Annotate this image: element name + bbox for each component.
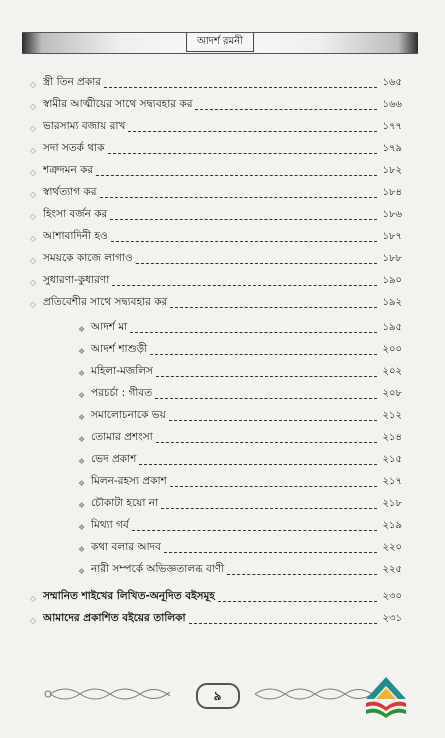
leader-dots <box>169 420 377 421</box>
diamond-bullet-icon: ◇ <box>30 102 37 111</box>
toc-subentry[interactable] <box>78 517 402 535</box>
toc-entry-title: স্বার্থত্যাগ কর <box>43 186 97 198</box>
toc-subentry[interactable] <box>78 319 402 337</box>
diamond-bullet-icon: ❖ <box>78 567 86 576</box>
toc-entry-page: ২১৭ <box>382 476 402 487</box>
toc-entry-page: ২১৮ <box>382 498 402 509</box>
publisher-logo-icon <box>362 675 410 721</box>
toc-subentry[interactable] <box>78 561 402 579</box>
toc-entry[interactable] <box>30 206 402 224</box>
diamond-bullet-icon: ◇ <box>30 300 37 309</box>
diamond-bullet-icon: ◇ <box>30 124 37 133</box>
toc-entry-title: ভারসাম্য বজায় রাখ <box>43 120 126 132</box>
toc-entry-page: ১৮৮ <box>382 253 402 264</box>
toc-entry-page: ১৬৬ <box>382 99 402 110</box>
toc-entry[interactable] <box>30 162 402 180</box>
toc-entry-page: ২১৯ <box>382 520 402 531</box>
toc-entry-title: শত্রুদমন কর <box>43 164 94 176</box>
diamond-bullet-icon: ❖ <box>78 413 86 422</box>
leader-dots <box>130 332 377 333</box>
toc-entry-title: সম্মানিত শাইখের লিখিত-অনূদিত বইসমূহ <box>43 590 215 602</box>
diamond-bullet-icon: ❖ <box>78 347 86 356</box>
diamond-bullet-icon: ◇ <box>30 594 37 603</box>
toc-entry-title: নারী সম্পর্কে অভিজ্ঞতালব্ধ বাণী <box>91 563 225 575</box>
toc-entry-page: ২১৪ <box>382 432 402 443</box>
leader-dots <box>227 574 377 575</box>
toc-entry-title: চৌকাটা হয়ো না <box>91 497 159 509</box>
toc-entry-title: পরচর্চা : গীবত <box>91 387 153 399</box>
toc-entry-page: ২৩০ <box>382 591 402 602</box>
leader-dots <box>156 442 377 443</box>
toc-entry-page: ২২০ <box>382 542 402 553</box>
diamond-bullet-icon: ❖ <box>78 325 86 334</box>
toc-entry-page: ২০০ <box>382 344 402 355</box>
toc-entry-title: প্রতিবেশীর সাথে সদ্ব্যবহার কর <box>43 296 168 308</box>
leader-dots <box>161 508 377 509</box>
toc-entry-page: ১৯২ <box>382 297 402 308</box>
leader-dots <box>100 197 377 198</box>
toc-subentry[interactable] <box>78 385 402 403</box>
toc-entry-title: হিংসা বর্জন কর <box>43 208 108 220</box>
diamond-bullet-icon: ❖ <box>78 435 86 444</box>
toc-entry[interactable] <box>30 250 402 268</box>
toc-entry[interactable] <box>30 96 402 114</box>
leader-dots <box>170 307 377 308</box>
leader-dots <box>139 464 377 465</box>
toc-entry-page: ২১২ <box>382 410 402 421</box>
toc-entry[interactable] <box>30 294 402 312</box>
leader-dots <box>136 263 377 264</box>
toc-entry-page: ১৮২ <box>382 165 402 176</box>
toc-entry-title: স্ত্রী তিন প্রকার <box>43 76 102 88</box>
toc-entry-page: ১৭৭ <box>382 121 402 132</box>
diamond-bullet-icon: ◇ <box>30 168 37 177</box>
running-header <box>22 32 418 54</box>
toc-entry-page: ১৮৭ <box>382 231 402 242</box>
toc-entry-title: সদা সতর্ক থাক <box>43 142 105 154</box>
leader-dots <box>108 153 377 154</box>
toc-subentry[interactable] <box>78 407 402 425</box>
leader-dots <box>150 354 377 355</box>
diamond-bullet-icon: ❖ <box>78 391 86 400</box>
diamond-bullet-icon: ❖ <box>78 523 86 532</box>
diamond-bullet-icon: ◇ <box>30 278 37 287</box>
toc-entry-page: ১৯৫ <box>382 322 402 333</box>
toc-entry[interactable] <box>30 74 402 92</box>
toc-entry-title: মিথ্যা গর্ব <box>91 519 129 531</box>
toc-entry[interactable] <box>30 610 402 628</box>
leader-dots <box>195 109 377 110</box>
diamond-bullet-icon: ❖ <box>78 457 86 466</box>
diamond-bullet-icon: ◇ <box>30 234 37 243</box>
toc-entry-title: মহিলা-মজলিস <box>91 365 153 377</box>
toc-entry-page: ১৮৪ <box>382 187 402 198</box>
toc-entry[interactable] <box>30 184 402 202</box>
toc-entry-title: সুধারণা-কুধারণা <box>43 274 110 286</box>
toc-entry[interactable] <box>30 228 402 246</box>
leader-dots <box>170 486 377 487</box>
diamond-bullet-icon: ◇ <box>30 256 37 265</box>
leader-dots <box>132 530 377 531</box>
leader-dots <box>110 219 377 220</box>
toc-entry-title: সমালোচনাকে ভয় <box>91 409 166 421</box>
toc-subentry[interactable] <box>78 495 402 513</box>
toc-subentry[interactable] <box>78 341 402 359</box>
toc-entry-title: আদর্শ শাশুড়ী <box>91 343 148 355</box>
page-number: ৯ <box>196 683 240 709</box>
diamond-bullet-icon: ◇ <box>30 146 37 155</box>
leader-dots <box>112 285 377 286</box>
diamond-bullet-icon: ❖ <box>78 545 86 554</box>
toc-subentry[interactable] <box>78 451 402 469</box>
leader-dots <box>189 623 377 624</box>
toc-entry-title: ভেদ প্রকাশ <box>91 453 137 465</box>
toc-entry-page: ২০২ <box>382 366 402 377</box>
toc-entry-title: আদর্শ মা <box>91 321 128 333</box>
toc-entry-page: ১৯০ <box>382 275 402 286</box>
toc-entry-page: ১৭৯ <box>382 143 402 154</box>
toc-entry-title: আমাদের প্রকাশিত বইয়ের তালিকা <box>43 612 186 624</box>
toc-entry-page: ২০৮ <box>382 388 402 399</box>
page-footer <box>40 680 395 708</box>
toc-entry-title: তোমার প্রশংসা <box>91 431 153 443</box>
toc-entry-title: সময়কে কাজে লাগাও <box>43 252 133 264</box>
diamond-bullet-icon: ◇ <box>30 212 37 221</box>
toc-subentry[interactable] <box>78 473 402 491</box>
toc-entry-page: ১৬৫ <box>382 77 402 88</box>
toc-subentry[interactable] <box>78 363 402 381</box>
toc-subentry[interactable] <box>78 429 402 447</box>
leader-dots <box>96 175 377 176</box>
leader-dots <box>164 552 377 553</box>
toc-subentry[interactable] <box>78 539 402 557</box>
diamond-bullet-icon: ◇ <box>30 616 37 625</box>
toc-entry-page: ২১৫ <box>382 454 402 465</box>
leader-dots <box>218 601 377 602</box>
header-title: আদর্শ রমনী <box>186 33 254 52</box>
diamond-bullet-icon: ❖ <box>78 479 86 488</box>
diamond-bullet-icon: ❖ <box>78 501 86 510</box>
toc-entry[interactable] <box>30 588 402 606</box>
leader-dots <box>155 398 377 399</box>
diamond-bullet-icon: ◇ <box>30 80 37 89</box>
leader-dots <box>156 376 377 377</box>
toc-entry-page: ২৩১ <box>382 613 402 624</box>
toc-entry[interactable] <box>30 118 402 136</box>
diamond-bullet-icon: ◇ <box>30 190 37 199</box>
toc-entry[interactable] <box>30 140 402 158</box>
toc-entry-title: আশাবাদিনী হও <box>43 230 108 242</box>
toc-entry-page: ২২৫ <box>382 564 402 575</box>
toc-entry-page: ১৮৬ <box>382 209 402 220</box>
leader-dots <box>111 241 377 242</box>
toc-entry-title: স্বামীর আত্মীয়ের সাথে সদ্ব্যবহার কর <box>43 98 193 110</box>
leader-dots <box>104 87 377 88</box>
toc-entry-title: কথা বলার আদব <box>91 541 161 553</box>
toc-entry-title: মিলন-রহস্য প্রকাশ <box>91 475 167 487</box>
toc-entry[interactable] <box>30 272 402 290</box>
diamond-bullet-icon: ❖ <box>78 369 86 378</box>
leader-dots <box>128 131 377 132</box>
